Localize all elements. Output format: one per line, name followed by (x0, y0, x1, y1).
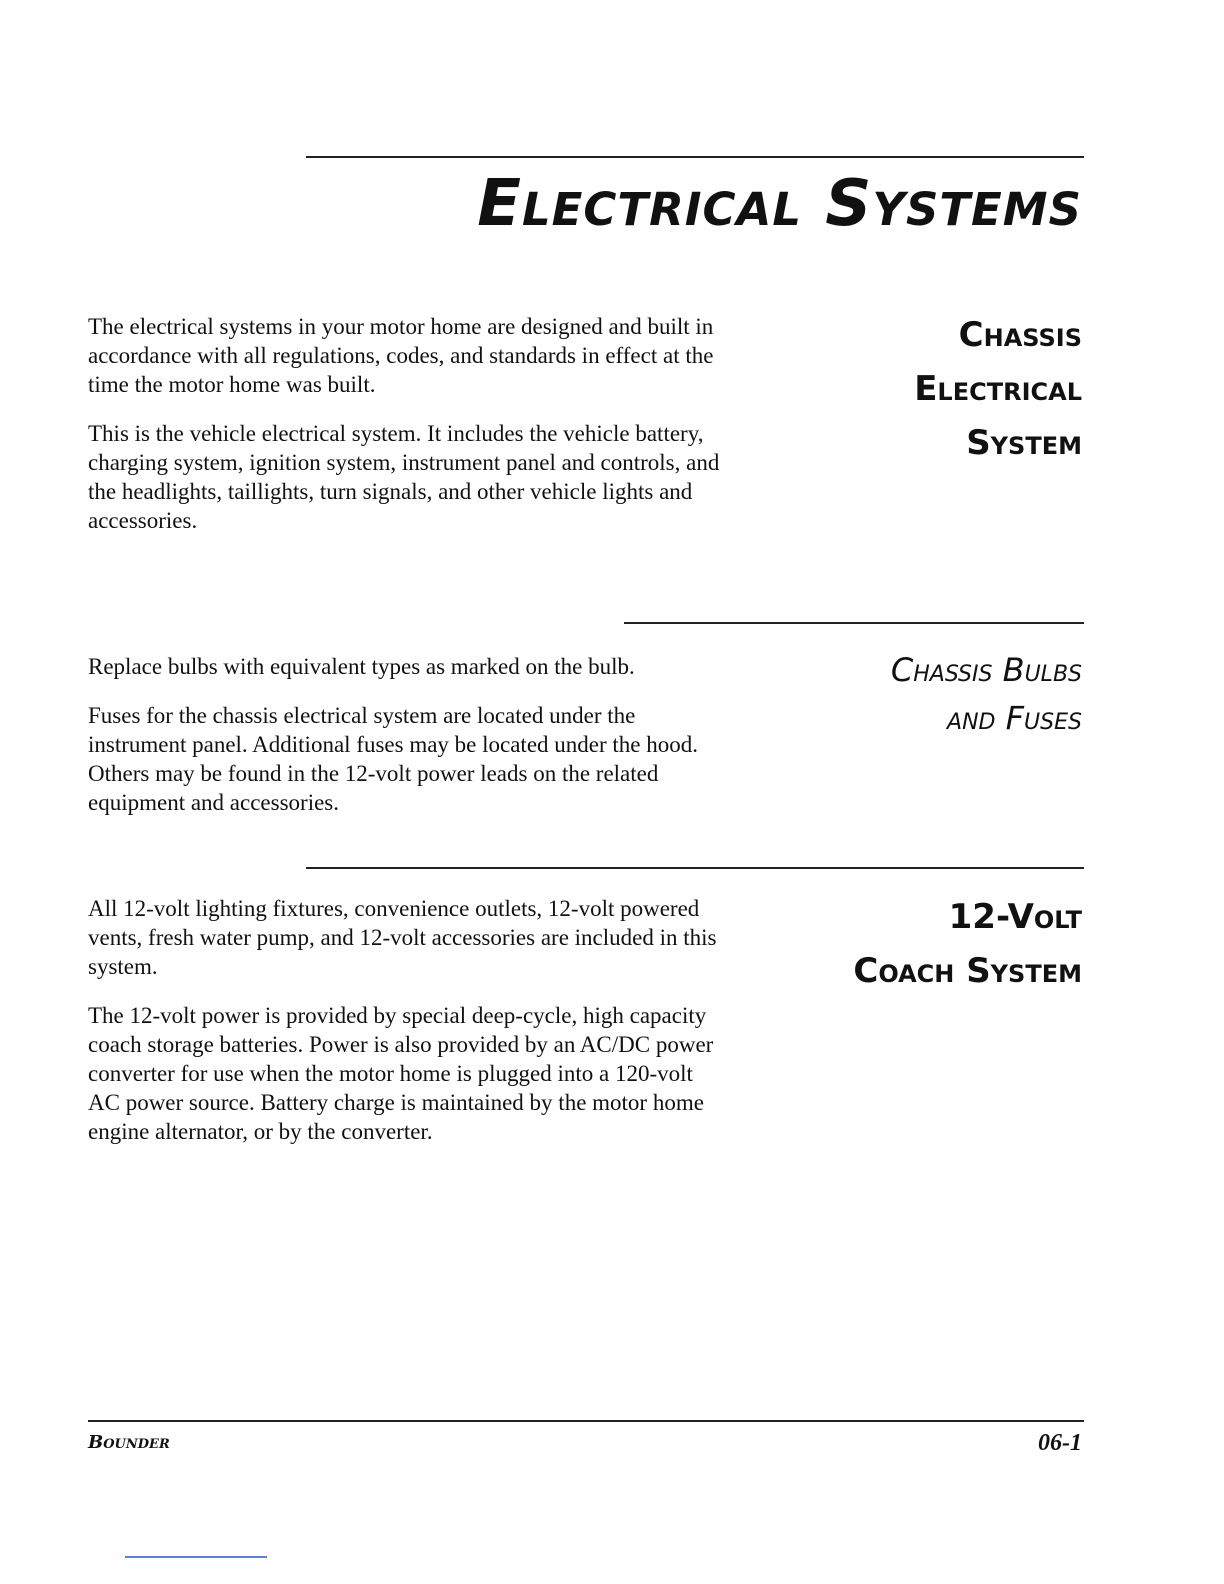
heading-line: Electrical (914, 369, 1082, 409)
heading-line: Chassis Bulbs (890, 651, 1082, 689)
section-bulbs-fuses-heading (891, 646, 1082, 742)
section-chassis-electrical-body (88, 312, 728, 555)
heading-line: System (966, 423, 1082, 463)
section-bulbs-fuses-body (88, 652, 728, 837)
section-rule (306, 867, 1084, 869)
scan-artifact-line (125, 1556, 267, 1558)
footer-page-number: 06-1 (1038, 1430, 1082, 1456)
footer-rule (88, 1420, 1084, 1422)
footer-manual-name: Bounder (88, 1432, 170, 1453)
paragraph: Replace bulbs with equivalent types as marked on the bulb. (88, 654, 635, 679)
section-rule (624, 622, 1084, 624)
heading-line: Coach System (853, 951, 1082, 991)
title-rule (306, 156, 1084, 158)
paragraph: All 12-volt lighting fixtures, convenience outlets, 12-volt powered vents, fresh water pump, and 12-volt accessories are included in this system. (88, 896, 717, 979)
section-12-volt-heading (853, 890, 1082, 998)
paragraph: The electrical systems in your motor home are designed and built in accordance with all regulations, codes, and standards in effect at the time the motor home was built. (88, 314, 714, 397)
section-12-volt-body (88, 894, 728, 1166)
heading-line: 12-Volt (948, 897, 1082, 937)
paragraph: This is the vehicle electrical system. It includes the vehicle battery, charging system, ignition system, instrument panel and controls, and the headlights, taillights, turn signals, and other vehicle lights and accessories. (88, 421, 720, 533)
heading-line: and Fuses (947, 699, 1082, 737)
paragraph: Fuses for the chassis electrical system are located under the instrument panel. Additional fuses may be located under the hood. Others may be found in the 12-volt power leads on the related equipment and accessories. (88, 703, 698, 815)
paragraph: The 12-volt power is provided by special deep-cycle, high capacity coach storage batteries. Power is also provided by an AC/DC power converter for use when the motor home is plugged into a 120-volt AC power source. Battery charge is maintained by the motor home engine alternator, or by the converter. (88, 1003, 714, 1144)
page-title: Electrical Systems (477, 167, 1082, 241)
section-chassis-electrical-heading (914, 308, 1082, 470)
heading-line: Chassis (958, 315, 1082, 355)
